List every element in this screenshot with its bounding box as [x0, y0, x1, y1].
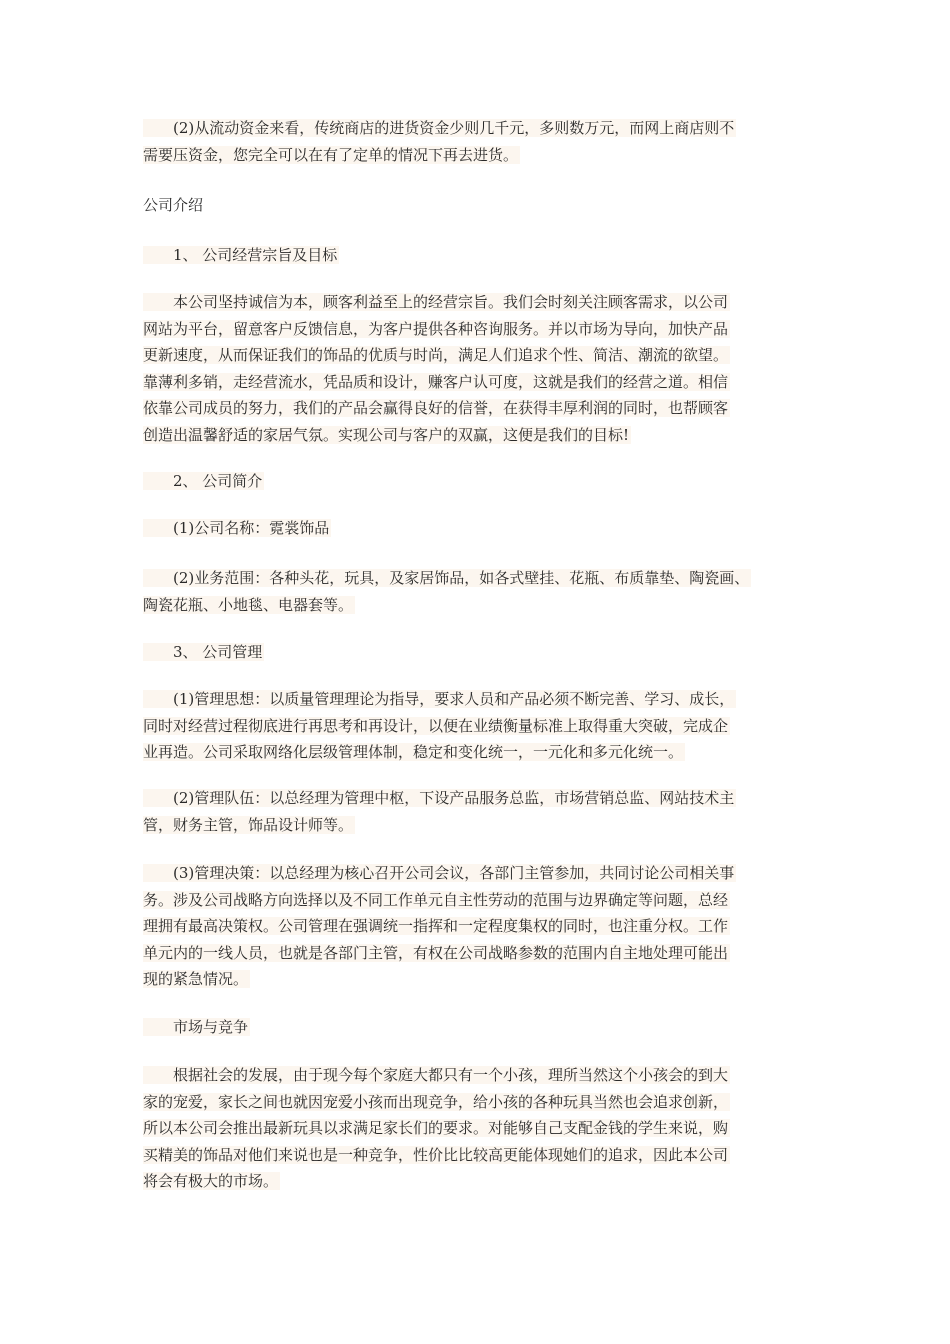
- text-line: 买精美的饰品对他们来说也是一种竞争，性价比比较高更能体现她们的追求，因此本公司: [143, 1145, 729, 1164]
- text-line: 公司介绍: [143, 196, 204, 214]
- paragraph: [143, 686, 736, 766]
- text-line: 所以本公司会推出最新玩具以求满足家长们的要求。对能够自己支配金钱的学生来说，购: [143, 1119, 729, 1137]
- text-line: (3)管理决策：以总经理为核心召开公司会议，各部门主管参加，共同讨论公司相关事: [143, 864, 736, 882]
- text-line: (1)公司名称：霓裳饰品: [143, 519, 331, 537]
- text-line: (2)从流动资金来看，传统商店的进货资金少则几千元，多则数万元，而网上商店则不: [143, 119, 736, 137]
- text-line: 3、 公司管理: [143, 643, 264, 661]
- text-line: 务。涉及公司战略方向选择以及不同工作单元自主性劳动的范围与边界确定等问题，总经: [143, 890, 729, 909]
- section-heading: [143, 242, 339, 269]
- text-line: (2)业务范围：各种头花，玩具，及家居饰品，如各式壁挂、花瓶、布质靠垫、陶瓷画、: [143, 569, 751, 587]
- text-line: 1、 公司经营宗旨及目标: [143, 246, 339, 264]
- text-line: 创造出温馨舒适的家居气氛。实现公司与客户的双赢，这便是我们的目标!: [143, 425, 630, 444]
- paragraph: [143, 565, 751, 618]
- text-line: 更新速度，从而保证我们的饰品的优质与时尚，满足人们追求个性、简洁、潮流的欲望。: [143, 346, 729, 364]
- paragraph: [143, 785, 736, 838]
- text-line: 需要压资金，您完全可以在有了定单的情况下再去进货。: [143, 145, 519, 164]
- paragraph: [143, 1062, 730, 1195]
- text-line: 将会有极大的市场。: [143, 1172, 279, 1190]
- text-line: 依靠公司成员的努力，我们的产品会赢得良好的信誉，在获得丰厚利润的同时，也帮顾客: [143, 399, 729, 417]
- text-line: 同时对经营过程彻底进行再思考和再设计，以便在业绩衡量标准上取得重大突破，完成企: [143, 716, 729, 735]
- text-line: 根据社会的发展，由于现今每个家庭大都只有一个小孩，理所当然这个小孩会的到大: [143, 1066, 730, 1084]
- text-line: 网站为平台，留意客户反馈信息，为客户提供各种咨询服务。并以市场为导向，加快产品: [143, 319, 729, 338]
- paragraph: [143, 115, 736, 168]
- text-line: 现的紧急情况。: [143, 970, 249, 988]
- text-line: (1)管理思想：以质量管理理论为指导，要求人员和产品必须不断完善、学习、成长，: [143, 690, 736, 708]
- text-line: 靠薄利多销，走经营流水，凭品质和设计，赚客户认可度，这就是我们的经营之道。相信: [143, 372, 729, 391]
- text-line: (2)管理队伍：以总经理为管理中枢，下设产品服务总监，市场营销总监、网站技术主: [143, 789, 736, 807]
- text-line: 理拥有最高决策权。公司管理在强调统一指挥和一定程度集权的同时，也注重分权。工作: [143, 917, 729, 935]
- paragraph: [143, 289, 730, 448]
- text-line: 2、 公司简介: [143, 472, 264, 490]
- text-line: 业再造。公司采取网络化层级管理体制，稳定和变化统一，一元化和多元化统一。: [143, 743, 684, 761]
- text-line: 家的宠爱，家长之间也就因宠爱小孩而出现竞争，给小孩的各种玩具当然也会追求创新，: [143, 1092, 729, 1111]
- text-line: 管，财务主管，饰品设计师等。: [143, 815, 354, 834]
- text-line: 陶瓷花瓶、小地毯、电器套等。: [143, 595, 354, 614]
- text-line: 本公司坚持诚信为本，顾客利益至上的经营宗旨。我们会时刻关注顾客需求，以公司: [143, 293, 730, 311]
- text-line: 市场与竞争: [143, 1018, 250, 1036]
- section-heading: [143, 1014, 250, 1041]
- paragraph: [143, 860, 736, 993]
- text-line: 单元内的一线人员，也就是各部门主管，有权在公司战略参数的范围内自主地处理可能出: [143, 943, 729, 962]
- section-heading: [143, 639, 264, 666]
- section-heading: [143, 192, 203, 219]
- section-heading: [143, 468, 264, 495]
- paragraph: [143, 515, 331, 542]
